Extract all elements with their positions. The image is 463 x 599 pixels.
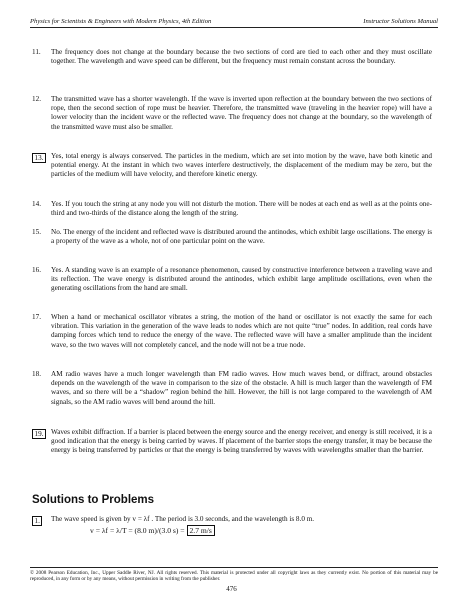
problem-number: 1. — [32, 516, 42, 526]
answer-item-11 — [32, 48, 432, 66]
section-heading: Solutions to Problems — [32, 494, 155, 506]
equation-text: v = λf = λ/T = (8.0 m)/(3.0 s) = — [90, 526, 187, 535]
running-header — [30, 18, 438, 28]
item-number: 18. — [32, 370, 41, 378]
answer-item-17 — [32, 313, 432, 350]
item-text: When a hand or mechanical oscillator vibrates a string, the motion of the hand or oscillator is not exactly the same for each vibration. This variation in the generation of the wave leads to nodes which are not quite “true” nodes. In addition, real cords have damping forces which tend to reduce the energy of the wave. The reflected wave will have a smaller amplitude than the incident wave, so the two waves will not completely cancel, and the node will not be a true node. — [51, 313, 432, 349]
item-text: Waves exhibit diffraction. If a barrier is placed between the energy source and the energy receiver, and energy is still received, it is a good indication that the energy is being carried by waves. If placement of the barrier stops the energy transfer, it may be because the energy is being transferred by particles or that the energy is being transferred by waves with wavelengths smaller than the barrier. — [51, 428, 432, 455]
answer-item-18 — [32, 370, 432, 407]
item-text: AM radio waves have a much longer wavelength than FM radio waves. How much waves bend, or diffract, around obstacles depends on the wavelength of the wave in comparison to the size of the obstacle. A hill is much larger than the wavelength of FM waves, and so there will be a “shadow” region behind the hill. However, the hill is not large compared to the wavelength of AM signals, so the AM radio waves will bend around the hill. — [51, 370, 432, 406]
item-text: Yes, total energy is always conserved. The particles in the medium, which are set into motion by the wave, have both kinetic and potential energy. At the instant in which two waves interfere destructively, the displacement of the medium may be zero, but the particles of the medium will have velocity, and therefore kinetic energy. — [51, 152, 432, 179]
item-text: Yes. A standing wave is an example of a resonance phenomenon, caused by constructive interference between a traveling wave and its reflection. The wave energy is distributed around the antinodes, which exhibit large amplitude oscillations, even when the generating oscillations from the hand are small. — [51, 266, 432, 293]
manual-title: Instructor Solutions Manual — [363, 18, 438, 25]
item-text: Yes. If you touch the string at any node you will not disturb the motion. There will be nodes at each end as well as at the points one-third and two-thirds of the distance along the length of the string. — [51, 200, 432, 218]
problem-1-equation — [90, 526, 215, 535]
item-text: No. The energy of the incident and reflected wave is distributed around the antinodes, which exhibit large oscillations. The energy is a property of the wave as a whole, not of one particular point on the wave. — [51, 228, 432, 246]
copyright-footer: © 2008 Pearson Education, Inc., Upper Saddle River, NJ. All rights reserved. This material is protected under all copyright laws as they currently exist. No portion of this material may be reproduced, in any form or by any means, without permission in writing from the publisher. — [30, 567, 438, 582]
problem-text: The wave speed is given by v = λf . The period is 3.0 seconds, and the wavelength is 8.0 m. — [51, 515, 315, 523]
answer-box: 2.7 m/s — [187, 525, 215, 536]
item-text: The frequency does not change at the boundary because the two sections of cord are tied to each other and they must oscillate together. The wavelength and wave speed can be different, but the frequency must remain constant across the boundary. — [51, 48, 432, 66]
item-number: 15. — [32, 228, 41, 236]
item-number: 14. — [32, 200, 41, 208]
answer-item-13 — [32, 152, 432, 180]
answer-item-14 — [32, 200, 432, 218]
item-number: 11. — [32, 48, 41, 56]
answer-item-19 — [32, 428, 432, 456]
item-number: 12. — [32, 95, 41, 103]
item-number: 13. — [32, 153, 46, 163]
problem-1 — [32, 515, 432, 524]
book-title: Physics for Scientists & Engineers with Modern Physics, 4th Edition — [30, 18, 212, 25]
item-number: 16. — [32, 266, 41, 274]
item-number: 19. — [32, 429, 46, 439]
answer-item-16 — [32, 266, 432, 294]
item-number: 17. — [32, 313, 41, 321]
answer-item-15 — [32, 228, 432, 246]
page-number: 476 — [226, 585, 237, 593]
item-text: The transmitted wave has a shorter wavelength. If the wave is inverted upon reflection at the boundary between the two sections of rope, then the second section of rope must be heavier. Therefore, the transmitted wave (traveling in the heavier rope) will have a lower velocity than the incident wave or the reflected wave. The frequency does not change at the boundary, so the wavelength of the transmitted wave must also be smaller. — [51, 95, 432, 131]
answer-item-12 — [32, 95, 432, 132]
